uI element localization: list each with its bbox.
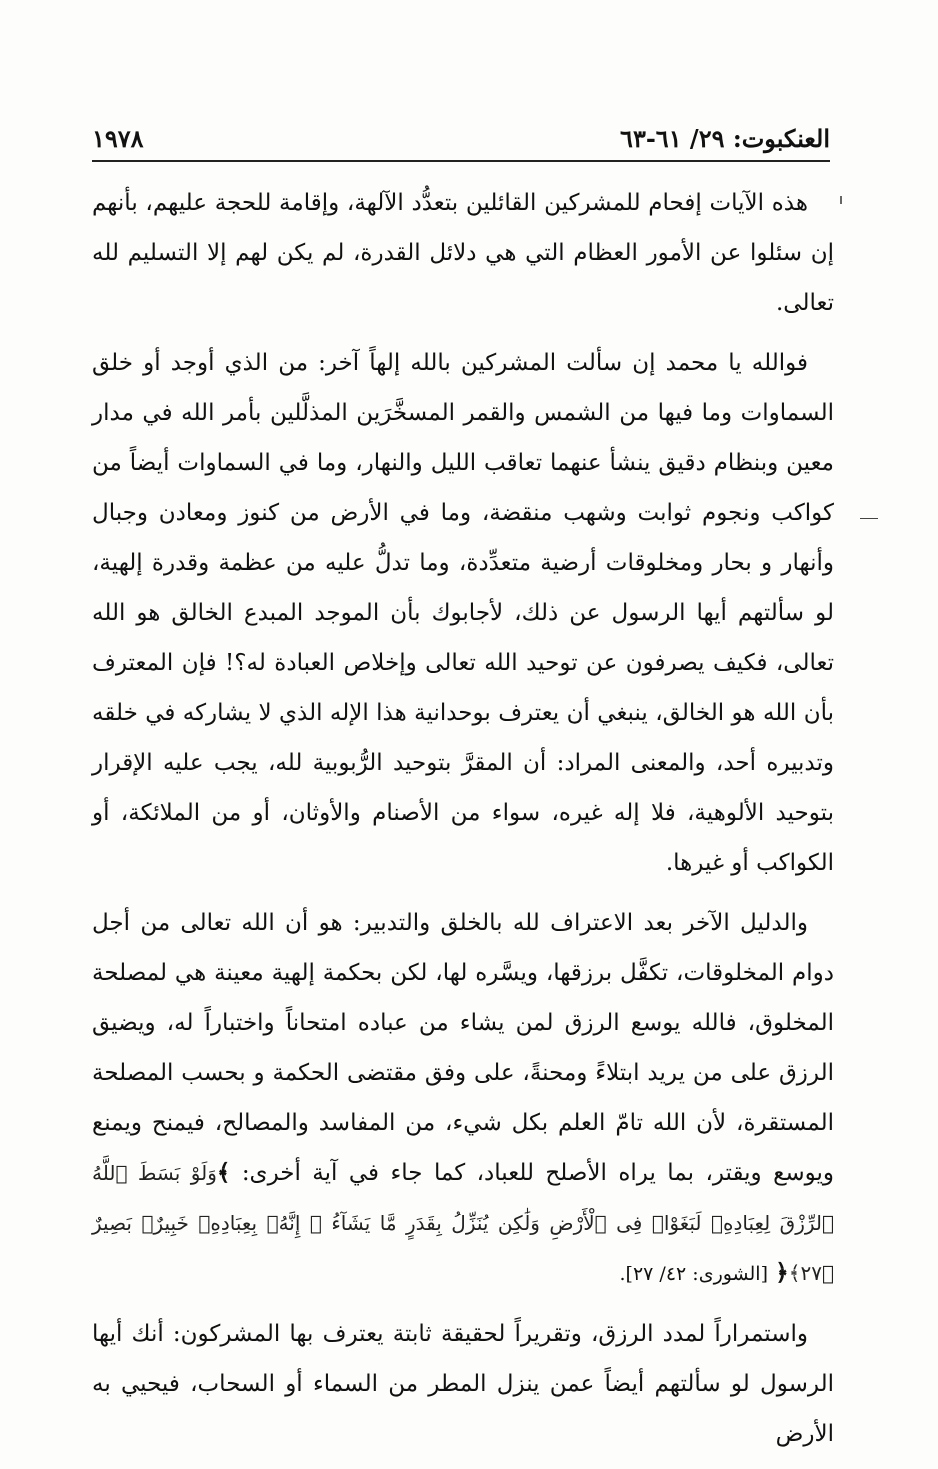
quran-verse: وَلَوْ بَسَطَ ٱللَّهُ ٱلرِّزْقَ لِعِبَادِهِۦ لَبَغَوْا۟ فِى ٱلْأَرْضِ وَلَٰكِن يُنَزِّلُ بِقَدَرٍ مَّا يَشَآءُ ۚ إِنَّهُۥ بِعِبَادِهِۦ خَبِيرٌۢ بَصِيرٌ ﴿٢٧﴾ <box>92 1161 834 1285</box>
paragraph-2: فوالله يا محمد إن سألت المشركين بالله إلهاً آخر: من الذي أوجد أو خلق السماوات وما فيها من الشمس والقمر المسخَّرَين المذلَّلين بأمر الله في مدار معين وبنظام دقيق ينشأ عنهما تعاقب الليل والنهار، وما في السماوات أيضاً من كواكب ونجوم ثوابت وشهب منقضة، وما في الأرض من كنوز ومعادن وجبال وأنهار و بحار ومخلوقات أرضية متعدِّدة، وما تدلُّ عليه من عظمة وقدرة إلهية، لو سألتهم أيها الرسول عن ذلك، لأجابوك بأن الموجد المبدع الخالق هو الله تعالى، فكيف يصرفون عن توحيد الله تعالى وإخلاص العبادة له؟! فإن المعترف بأن الله هو الخالق، ينبغي أن يعترف بوحدانية هذا الإله الذي لا يشاركه في خلقه وتدبيره أحد، والمعنى المراد: أن المقرَّ بتوحيد الرُّبوبية لله، يجب عليه الإقرار بتوحيد الألوهية، فلا إله غيره، سواء من الأصنام والأوثان، أو من الملائكة، أو الكواكب أو غيرها. <box>92 350 834 876</box>
verse-reference: [الشورى: ٤٢/ ٢٧]. <box>619 1263 768 1285</box>
page-header <box>92 116 830 162</box>
page-body <box>92 178 834 1469</box>
paragraph-4: واستمراراً لمدد الرزق، وتقريراً لحقيقة ثابتة يعترف بها المشركون: أنك أيها الرسول لو سألتهم أيضاً عمن ينزل المطر من السماء أو السحاب، فيحيي به الأرض <box>92 1321 834 1447</box>
paragraph-1: هذه الآيات إفحام للمشركين القائلين بتعدُّد الآلهة، وإقامة للحجة عليهم، بأنهم إن سئلوا عن الأمور العظام التي هي دلائل القدرة، لم يكن لهم إلا التسليم لله تعالى. <box>92 190 834 316</box>
paragraph-3-text: والدليل الآخر بعد الاعتراف لله بالخلق والتدبير: هو أن الله تعالى من أجل دوام المخلوقات، تكفَّل برزقها، ويسَّره لها، لكن بحكمة إلهية معينة هي لمصلحة المخلوق، فالله يوسع الرزق لمن يشاء من عباده امتحاناً واختباراً له، ويضيق الرزق على من يريد ابتلاءً ومحنةً، على وفق مقتضى الحكمة و بحسب المصلحة المستقرة، لأن الله تامّ العلم بكل شيء، من المفاسد والمصالح، فيمنح ويمنع ويوسع ويقتر، بما يراه الأصلح للعباد، كما جاء في آية أخرى: <box>92 910 834 1186</box>
paragraph-3 <box>92 898 834 1299</box>
margin-mark-dot <box>840 196 842 204</box>
verse-close-bracket: ﴿ <box>775 1259 789 1286</box>
margin-mark-line <box>860 518 878 519</box>
verse-open-bracket: ﴾ <box>216 1159 231 1186</box>
sura-reference: العنكبوت: ٢٩/ ٦١-٦٣ <box>620 123 830 153</box>
page-number: ١٩٧٨ <box>92 123 144 153</box>
